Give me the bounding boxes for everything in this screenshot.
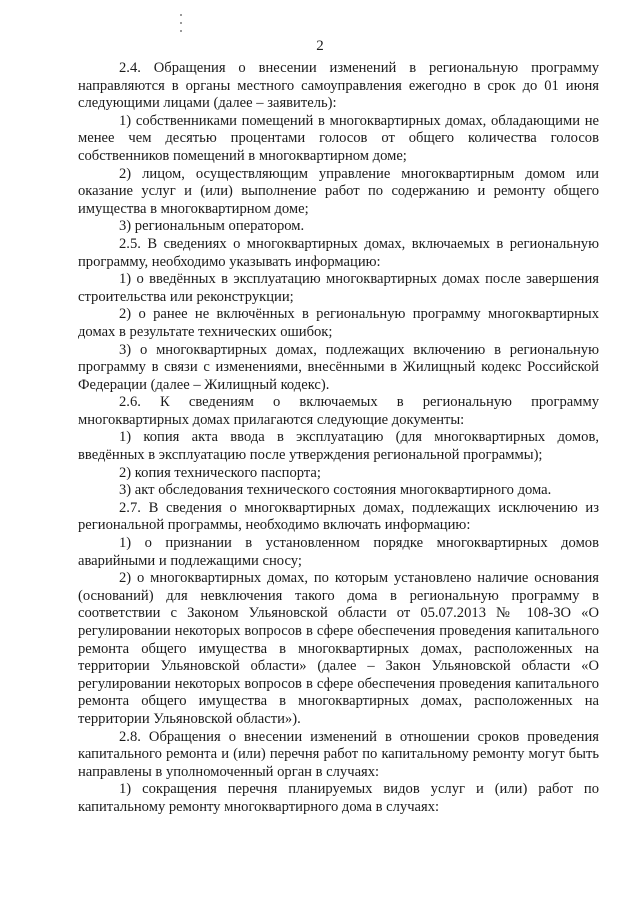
list-item: 2) лицом, осуществляющим управление многоквартирным домом или оказание услуг и (или) выполнение работ по содержанию и ремонту общего имущества в многоквартирном доме;	[78, 165, 599, 217]
list-item: 1) о введённых в эксплуатацию многоквартирных домах после завершения строительства или реконструкции;	[78, 271, 599, 305]
scan-mark	[180, 14, 182, 16]
list-item: 1) собственниками помещений в многоквартирных домах, обладающими не менее чем десятью процентами голосов от общего количества голосов собственников помещений в многоквартирном доме;	[78, 112, 599, 164]
list-item: 3) акт обследования технического состояния многоквартирного дома.	[119, 482, 552, 499]
list-item: 2) копия технического паспорта;	[119, 464, 321, 481]
paragraph-2-4: 2.4. Обращения о внесении изменений в региональную программу направляются в органы местного самоуправления ежегодно в срок до 01 июня следующими лицами (далее – заявитель):	[78, 60, 599, 112]
list-item: 1) о признании в установленном порядке многоквартирных домов аварийными и подлежащими сносу;	[78, 535, 599, 569]
list-item: 3) о многоквартирных домах, подлежащих включению в региональную программу в связи с изменениями, внесёнными в Жилищный кодекс Российской Федерации (далее – Жилищный кодекс).	[78, 341, 599, 393]
paragraph-2-8: 2.8. Обращения о внесении изменений в отношении сроков проведения капитального ремонта и (или) перечня работ по капитальному ремонту могут быть направлены в уполномоченный орган в случаях:	[78, 728, 599, 780]
list-item: 2) о многоквартирных домах, по которым установлено наличие основания (оснований) для невключения такого дома в региональную программу в соответствии с Законом Ульяновской области от 05.07.2013 № 108-ЗО «О регулировании некоторых вопросов в сфере обеспечения проведения капитального ремонта общего имущества в многоквартирных домах, расположенных на территории Ульяновской области» (далее – Закон Ульяновской области «О регулировании некоторых вопросов в сфере обеспечения проведения капитального ремонта общего имущества в многоквартирных домах, расположенных на территории Ульяновской области»).	[78, 570, 599, 727]
paragraph-2-5: 2.5. В сведениях о многоквартирных домах, включаемых в региональную программу, необходимо указывать информацию:	[78, 235, 599, 270]
page-number: 2	[316, 38, 324, 54]
list-item: 3) региональным оператором.	[119, 218, 305, 235]
paragraph-2-7: 2.7. В сведения о многоквартирных домах, подлежащих исключению из региональной программы, необходимо включать информацию:	[78, 499, 599, 534]
scan-mark	[180, 22, 182, 24]
list-item: 1) копия акта ввода в эксплуатацию (для многоквартирных домов, введённых в эксплуатацию после утверждения региональной программы);	[78, 429, 599, 464]
document-body	[78, 60, 599, 817]
scan-mark	[180, 30, 182, 32]
list-item: 1) сокращения перечня планируемых видов услуг и (или) работ по капитальному ремонту многоквартирного дома в случаях:	[78, 781, 599, 815]
paragraph-2-6: 2.6. К сведениям о включаемых в региональную программу многоквартирных домах прилагаются следующие документы:	[78, 394, 599, 428]
list-item: 2) о ранее не включённых в региональную программу многоквартирных домах в результате технических ошибок;	[78, 306, 599, 340]
